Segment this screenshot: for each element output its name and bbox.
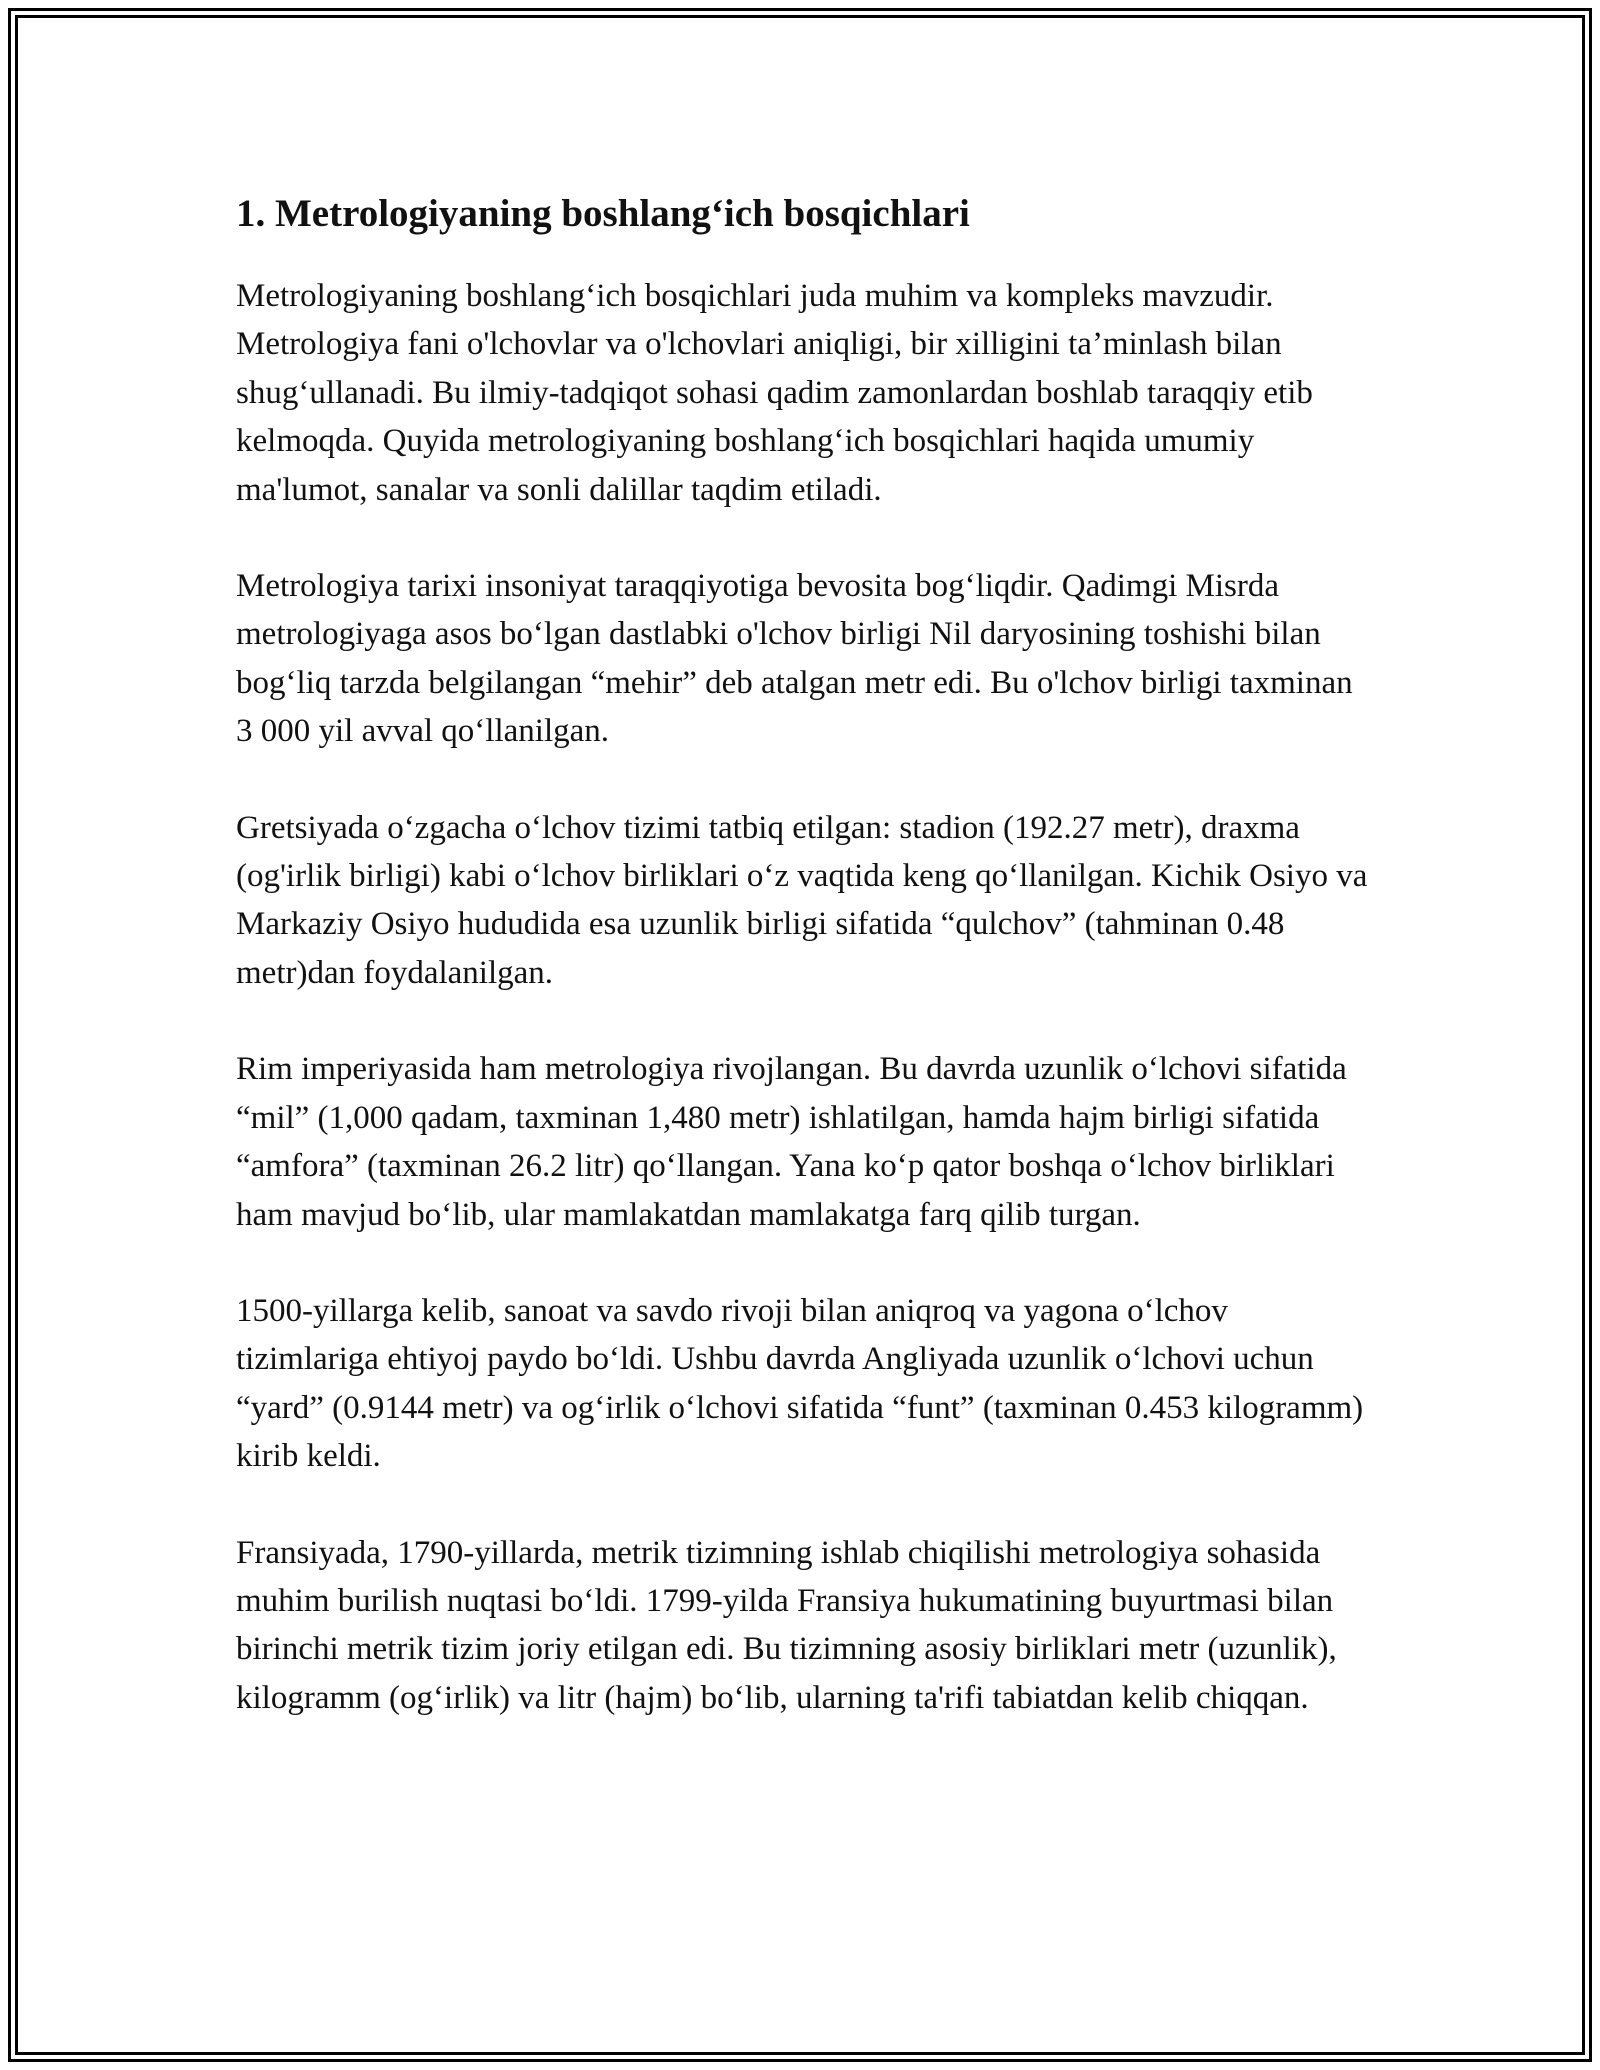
paragraph-intro: Metrologiyaning boshlang‘ich bosqichlari juda muhim va kompleks mavzudir. Metrologiya fani o'lchovlar va o'lchovlari aniqligi, bir xilligini ta’minlash bilan shug‘ullanadi. Bu ilmiy-tadqiqot sohasi qadim zamonlardan boshlab taraqqiy etib kelmoqda. Quyida metrologiyaning boshlang‘ich bosqichlari haqida umumiy ma'lumot, sanalar va sonli dalillar taqdim etiladi. — [236, 278, 1313, 508]
paragraph-france: Fransiyada, 1790-yillarda, metrik tizimning ishlab chiqilishi metrologiya sohasida muhim burilish nuqtasi bo‘ldi. 1799-yilda Fransiya hukumatining buyurtmasi bilan birinchi metrik tizim joriy etilgan edi. Bu tizimning asosiy birliklari metr (uzunlik), kilogramm (og‘irlik) va litr (hajm) bo‘lib, ularning ta'rifi tabiatdan kelib chiqqan. — [236, 1534, 1337, 1716]
document-body — [236, 182, 1376, 1770]
paragraph-greece: Gretsiyada o‘zgacha o‘lchov tizimi tatbiq etilgan: stadion (192.27 metr), draxma (og'irlik birligi) kabi o‘lchov birliklari o‘z vaqtida keng qo‘llanilgan. Kichik Osiyo va Markaziy Osiyo hududida esa uzunlik birligi sifatida “qulchov” (tahminan 0.48 metr)dan foydalanilgan. — [236, 809, 1368, 991]
paragraph-rome: Rim imperiyasida ham metrologiya rivojlangan. Bu davrda uzunlik o‘lchovi sifatida “mil” (1,000 qadam, taxminan 1,480 metr) ishlatilgan, hamda hajm birligi sifatida “amfora” (taxminan 26.2 litr) qo‘llangan. Yana ko‘p qator boshqa o‘lchov birliklari ham mavjud bo‘lib, ular mamlakatdan mamlakatga farq qilib turgan. — [236, 1051, 1347, 1233]
paragraph-england: 1500-yillarga kelib, sanoat va savdo rivoji bilan aniqroq va yagona o‘lchov tizimlariga ehtiyoj paydo bo‘ldi. Ushbu davrda Angliyada uzunlik o‘lchovi uchun “yard” (0.9144 metr) va og‘irlik o‘lchovi sifatida “funt” (taxminan 0.453 kilogramm) kirib keldi. — [236, 1292, 1364, 1475]
paragraph-egypt: Metrologiya tarixi insoniyat taraqqiyotiga bevosita bog‘liqdir. Qadimgi Misrda metrologiyaga asos bo‘lgan dastlabki o'lchov birligi Nil daryosining toshishi bilan bog‘liq tarzda belgilangan “mehir” deb atalgan metr edi. Bu o'lchov birligi taxminan 3 000 yil avval qo‘llanilgan. — [236, 568, 1353, 750]
section-heading: 1. Metrologiyaning boshlang‘ich bosqichlari — [236, 192, 970, 235]
